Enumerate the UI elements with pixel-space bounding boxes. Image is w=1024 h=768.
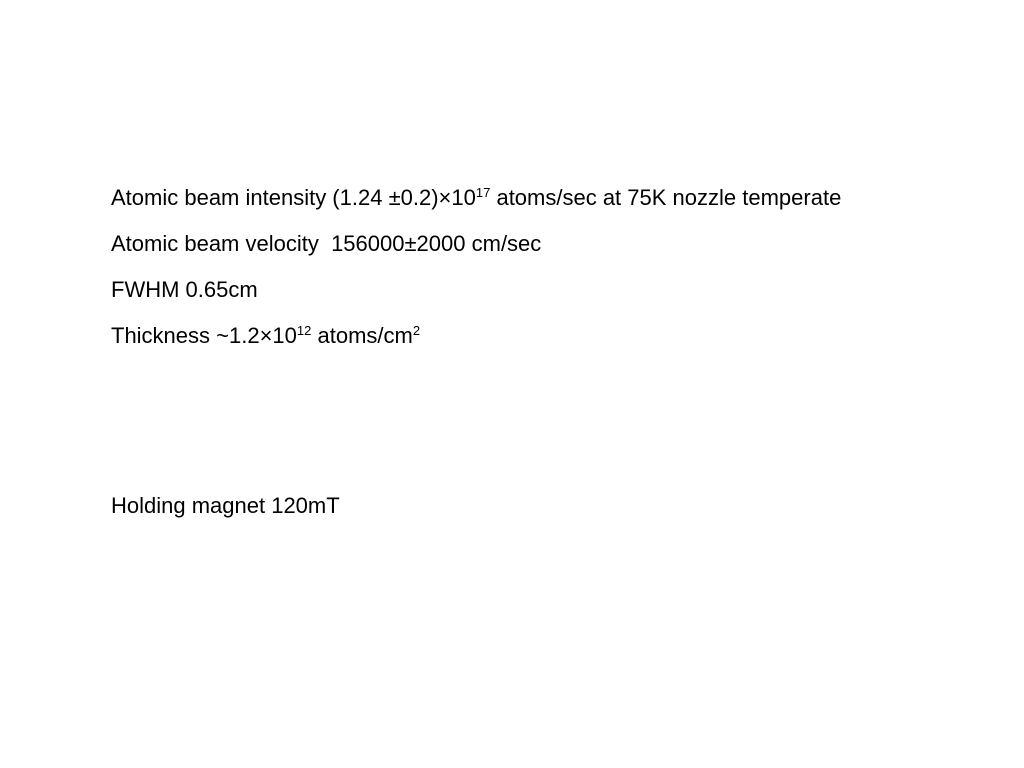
beam-velocity-line: Atomic beam velocity 156000±2000 cm/sec [111,231,542,256]
beam-intensity-unit: atoms/sec at 75K nozzle temperate [490,185,842,210]
beam-intensity-text: Atomic beam intensity (1.24 ±0.2)×10 [111,185,476,210]
fwhm-line: FWHM 0.65cm [111,277,258,302]
holding-magnet-line: Holding magnet 120mT [111,493,340,518]
thickness-unit-exponent: 2 [412,323,421,338]
thickness-exponent: 12 [296,323,312,338]
thickness-unit: atoms/cm [311,323,413,348]
parameter-list [111,183,871,367]
beam-intensity-line [111,183,851,213]
thickness-line [111,321,871,351]
beam-intensity-exponent: 17 [475,185,491,200]
thickness-text: Thickness ~1.2×10 [111,323,297,348]
